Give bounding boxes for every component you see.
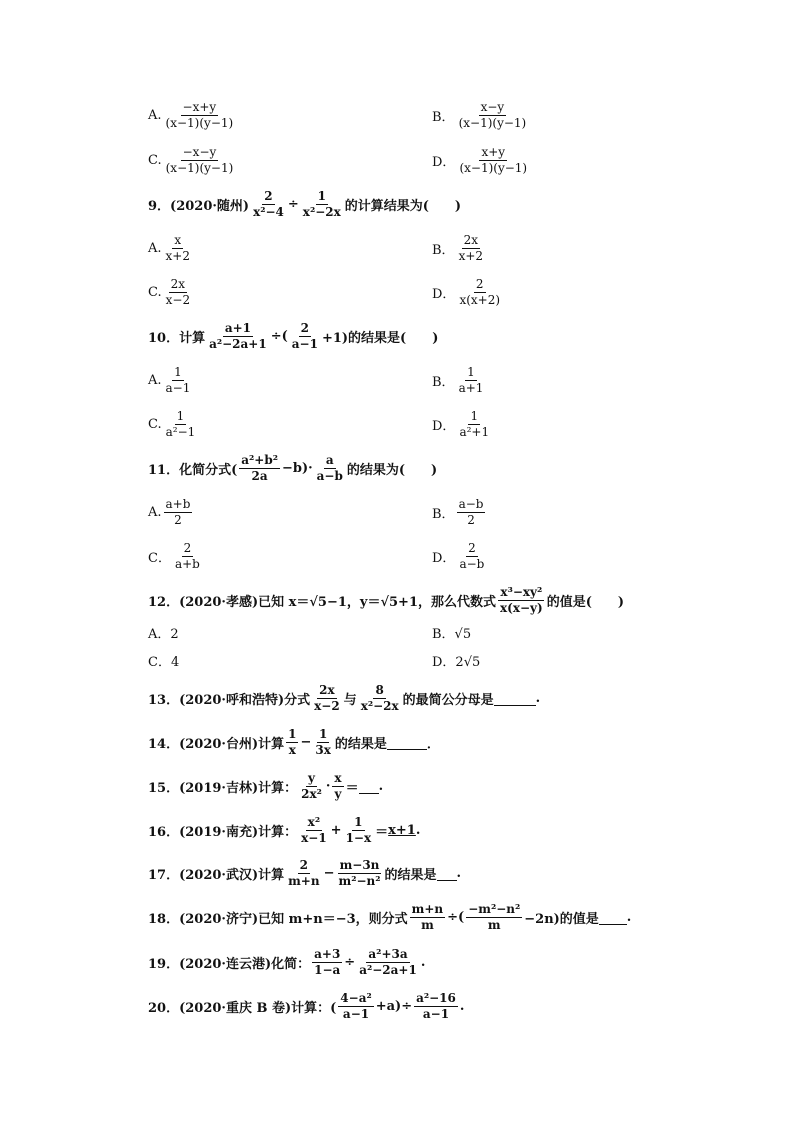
fraction: $\frac{-x-y}{(x-1)(y-1)}$ (165, 144, 234, 175)
fraction: $\frac{1}{\text{a²−1}}$ (165, 408, 196, 439)
fraction: $\frac{-x+y}{(x-1)(y-1)}$ (165, 99, 234, 130)
fraction: $\frac{2x}{x-2}$ (314, 682, 340, 713)
fraction: $\frac{1}{1-x}$ (345, 814, 372, 845)
question-13: 13．(2020·呼和浩特)分式 $\frac{2x}{x-2}$ 与 $\frac{8}{\text{x²−2x}}$ 的最简公分母是 . (148, 682, 541, 713)
q11-option-a: A. $\frac{a+b}{2}$ (148, 496, 191, 527)
fraction: $\frac{2}{\text{x²−4}}$ (253, 188, 284, 219)
fraction: $\frac{a+3}{1-a}$ (314, 946, 341, 977)
q12-option-d: D．2√5 (432, 654, 481, 670)
fraction: $\frac{\text{x³−xy²}}{x(x-y)}$ (500, 584, 543, 615)
fraction: $\frac{2x}{x-2}$ (165, 276, 191, 307)
question-17: 17．(2020·武汉)计算 $\frac{2}{m+n}$ − $\frac{m-3n}{\text{m²−n²}}$ 的结果是 . (148, 857, 462, 888)
question-10: 10．计算 $\frac{a+1}{\text{a²−2a+1}}$ ÷( $\frac{2}{a-1}$ +1)的结果是( ) (148, 320, 439, 351)
fraction: $\frac{1}{\text{x²−2x}}$ (302, 188, 341, 219)
question-16: 16．(2019·南充)计算： $\frac{\text{x²}}{x-1}$ + $\frac{1}{1-x}$ ＝ x+1 . (148, 814, 421, 845)
q10-option-d: D． $\frac{1}{\text{a²+1}}$ (432, 408, 490, 439)
fraction: $\frac{\text{a²+3a}}{\text{a²−2a+1}}$ (359, 946, 417, 977)
q9-option-d: D． $\frac{2}{x(x+2)}$ (432, 276, 501, 307)
fraction: $\frac{1}{a-1}$ (165, 364, 191, 395)
answer-blank[interactable] (599, 910, 627, 925)
answer-blank[interactable] (494, 691, 536, 706)
q9-option-a: A. $\frac{x}{x+2}$ (148, 232, 190, 263)
fraction: $\frac{2}{a-1}$ (291, 320, 318, 351)
fraction: $\frac{1}{x}$ (288, 726, 297, 757)
question-12: 12．(2020·孝感)已知 x＝√5−1，y＝√5+1，那么代数式 $\frac{\text{x³−xy²}}{x(x-y)}$ 的值是( ) (148, 584, 625, 615)
fraction: $\frac{\text{a²−16}}{a-1}$ (416, 990, 456, 1021)
q12-option-a: A．2 (148, 626, 179, 642)
option-d: D． $\frac{x+y}{(x-1)(y-1)}$ (432, 144, 528, 175)
q9-option-c: C. $\frac{2x}{x-2}$ (148, 276, 191, 307)
fraction: $\frac{a}{a-b}$ (316, 452, 343, 483)
option-a: A. $\frac{-x+y}{(x-1)(y-1)}$ (148, 99, 234, 130)
fraction: $\frac{x}{y}$ (334, 770, 342, 801)
fraction: $\frac{2}{a-b}$ (459, 540, 485, 571)
fraction: $\frac{8}{\text{x²−2x}}$ (360, 682, 399, 713)
fraction: $\frac{m+n}{m}$ (411, 901, 444, 932)
answer-blank[interactable] (359, 779, 379, 794)
answer-blank[interactable] (437, 866, 457, 881)
q12-option-b: B．√5 (432, 626, 472, 642)
q11-option-b: B． $\frac{a-b}{2}$ (432, 496, 484, 527)
q12-option-c: C．4 (148, 654, 180, 670)
question-20: 20．(2020·重庆 B 卷)计算：( $\frac{\text{4−a²}}{a-1}$ +a)÷ $\frac{\text{a²−16}}{a-1}$ . (148, 990, 465, 1021)
question-18: 18．(2020·济宁)已知 m+n＝−3，则分式 $\frac{m+n}{m}$ ÷( $\frac{\text{−m²−n²}}{m}$ −2n)的值是 . (148, 901, 632, 932)
fraction: $\frac{y}{\text{2x²}}$ (301, 770, 322, 801)
q11-option-c: C． $\frac{2}{a+b}$ (148, 540, 200, 571)
option-c: C. $\frac{-x-y}{(x-1)(y-1)}$ (148, 144, 234, 175)
fraction: $\frac{\text{x²}}{x-1}$ (301, 814, 327, 845)
fraction: $\frac{2x}{x+2}$ (458, 232, 484, 263)
q10-option-c: C. $\frac{1}{\text{a²−1}}$ (148, 408, 196, 439)
question-19: 19．(2020·连云港)化简： $\frac{a+3}{1-a}$ ÷ $\frac{\text{a²+3a}}{\text{a²−2a+1}}$ . (148, 946, 426, 977)
fraction: $\frac{2}{x(x+2)}$ (459, 276, 501, 307)
fraction: $\frac{2}{m+n}$ (288, 857, 320, 888)
q10-option-b: B． $\frac{1}{a+1}$ (432, 364, 484, 395)
question-11: 11．化简分式( $\frac{\text{a²+b²}}{2a}$ −b)· $\frac{a}{a-b}$ 的结果为( ) (148, 452, 438, 483)
q10-option-a: A. $\frac{1}{a-1}$ (148, 364, 191, 395)
question-15: 15．(2019·吉林)计算： $\frac{y}{\text{2x²}}$ · $\frac{x}{y}$ ＝ . (148, 770, 384, 801)
fraction: $\frac{x+y}{(x-1)(y-1)}$ (459, 144, 528, 175)
fraction: $\frac{\text{4−a²}}{a-1}$ (340, 990, 372, 1021)
fraction: $\frac{\text{−m²−n²}}{m}$ (468, 901, 521, 932)
answer-text: x+1 (388, 822, 416, 838)
fraction: $\frac{1}{3x}$ (315, 726, 331, 757)
fraction: $\frac{m-3n}{\text{m²−n²}}$ (338, 857, 381, 888)
option-b: B． $\frac{x-y}{(x-1)(y-1)}$ (432, 99, 527, 130)
q11-option-d: D． $\frac{2}{a-b}$ (432, 540, 485, 571)
fraction: $\frac{a-b}{2}$ (458, 496, 484, 527)
fraction: $\frac{1}{\text{a²+1}}$ (459, 408, 490, 439)
fraction: $\frac{2}{a+b}$ (174, 540, 200, 571)
answer-blank[interactable] (387, 735, 427, 750)
fraction: $\frac{1}{a+1}$ (458, 364, 484, 395)
question-14: 14．(2020·台州)计算 $\frac{1}{x}$ − $\frac{1}{3x}$ 的结果是 ． (148, 726, 440, 757)
fraction: $\frac{x-y}{(x-1)(y-1)}$ (458, 99, 527, 130)
fraction: $\frac{a+b}{2}$ (165, 496, 191, 527)
fraction: $\frac{x}{x+2}$ (165, 232, 190, 263)
fraction: $\frac{\text{a²+b²}}{2a}$ (241, 452, 278, 483)
question-9: 9．(2020·随州) $\frac{2}{\text{x²−4}}$ ÷ $\frac{1}{\text{x²−2x}}$ 的计算结果为( ) (148, 188, 462, 219)
fraction: $\frac{a+1}{\text{a²−2a+1}}$ (209, 320, 267, 351)
q9-option-b: B． $\frac{2x}{x+2}$ (432, 232, 484, 263)
